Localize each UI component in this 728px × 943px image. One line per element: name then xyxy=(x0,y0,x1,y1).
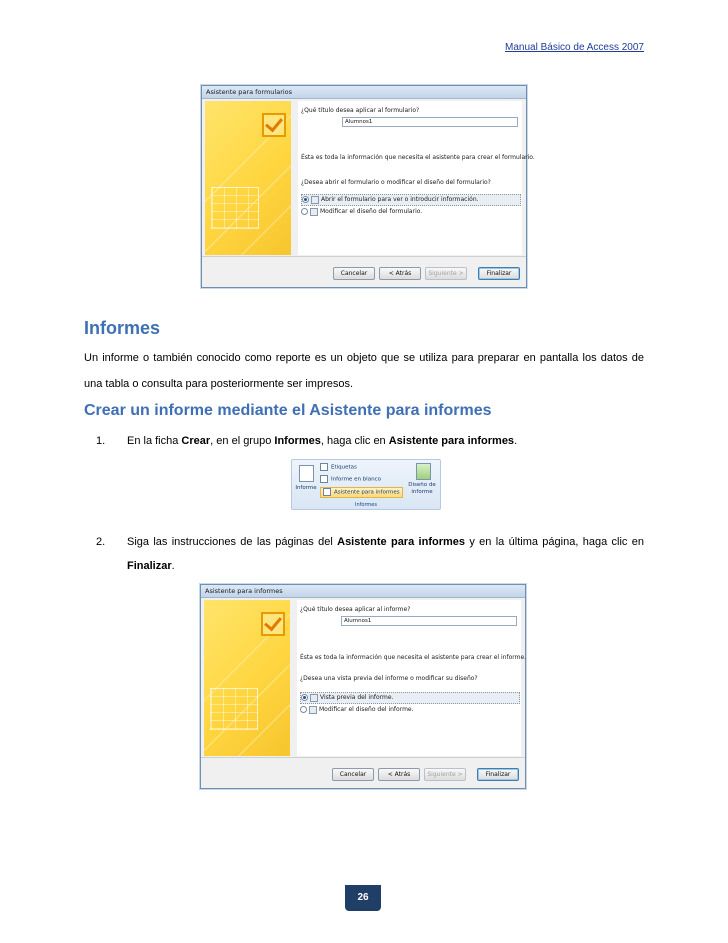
header-title: Manual Básico de Access 2007 xyxy=(505,42,644,53)
checkmark-icon xyxy=(261,612,285,636)
ribbon-informes-group xyxy=(291,459,441,510)
ribbon-label: Informe en blanco xyxy=(331,476,381,483)
back-button[interactable]: < Atrás xyxy=(379,267,421,280)
title-input[interactable]: Alumnos1 xyxy=(341,616,517,626)
info-text: Ésta es toda la información que necesita el asistente para crear el informe. xyxy=(300,654,527,661)
option-label: Modificar el diseño del formulario. xyxy=(320,208,423,215)
cancel-button[interactable]: Cancelar xyxy=(333,267,375,280)
form-wizard-dialog xyxy=(201,85,535,288)
labels-icon xyxy=(320,463,328,471)
ribbon-label: Asistente para informes xyxy=(334,489,400,496)
radio-selected-icon xyxy=(301,694,308,701)
radio-preview-report[interactable] xyxy=(300,692,520,704)
open-question: ¿Desea abrir el formulario o modificar el diseño del formulario? xyxy=(301,179,491,186)
step-number: 1. xyxy=(96,435,106,447)
step-text: En la ficha Crear, en el grupo Informes, haga clic en Asistente para informes. xyxy=(127,435,518,447)
ribbon-informe-button[interactable]: Informe xyxy=(295,485,317,491)
radio-selected-icon xyxy=(302,196,309,203)
section-paragraph: Un informe o también conocido como reporte es un objeto que se utiliza para preparar en pantalla los datos de una tabla o consulta para posteriormente ser impresos. xyxy=(84,352,644,390)
preview-question: ¿Desea una vista previa del informe o modificar su diseño? xyxy=(300,675,478,682)
ribbon-etiquetas-button[interactable] xyxy=(320,463,357,472)
ribbon-blank-report-button[interactable] xyxy=(320,475,381,484)
grid-icon xyxy=(210,688,258,730)
checkmark-icon xyxy=(262,113,286,137)
preview-icon xyxy=(310,694,318,702)
section-heading: Informes xyxy=(84,318,161,338)
finish-button[interactable]: Finalizar xyxy=(478,267,520,280)
info-text: Ésta es toda la información que necesita el asistente para crear el formulario. xyxy=(301,154,535,161)
option-label: Abrir el formulario para ver o introducir información. xyxy=(321,196,479,203)
design-icon xyxy=(309,706,317,714)
blank-report-icon xyxy=(320,475,328,483)
wizard-content xyxy=(298,101,535,255)
step-text: Siga las instrucciones de las páginas del Asistente para informes y en la última página, haga clic en Finalizar. xyxy=(127,536,644,572)
ribbon-report-wizard-button[interactable] xyxy=(320,487,403,498)
ribbon-label: Etiquetas xyxy=(331,464,357,471)
wizard-content xyxy=(297,600,527,756)
radio-open-form[interactable] xyxy=(301,194,521,206)
report-icon xyxy=(299,465,314,482)
ribbon-report-design-button[interactable]: Diseño de informe xyxy=(408,482,436,495)
radio-icon xyxy=(300,706,307,713)
option-label: Vista previa del informe. xyxy=(320,694,394,701)
next-button[interactable]: Siguiente > xyxy=(424,768,466,781)
ribbon-group-label: Informes xyxy=(355,502,377,508)
subsection-heading: Crear un informe mediante el Asistente para informes xyxy=(84,402,492,419)
design-icon xyxy=(310,208,318,216)
wizard-side-graphic xyxy=(205,101,291,255)
dialog-title: Asistente para informes xyxy=(201,585,525,598)
radio-icon xyxy=(301,208,308,215)
radio-modify-design[interactable] xyxy=(301,207,422,217)
grid-icon xyxy=(211,187,259,229)
title-question: ¿Qué título desea aplicar al informe? xyxy=(300,606,411,613)
button-bar xyxy=(201,757,525,788)
title-input[interactable]: Alumnos1 xyxy=(342,117,518,127)
wizard-side-graphic xyxy=(204,600,290,756)
form-icon xyxy=(311,196,319,204)
button-bar xyxy=(202,256,526,287)
option-label: Modificar el diseño del informe. xyxy=(319,706,414,713)
report-design-icon xyxy=(416,463,431,480)
title-question: ¿Qué título desea aplicar al formulario? xyxy=(301,107,420,114)
cancel-button[interactable]: Cancelar xyxy=(332,768,374,781)
radio-modify-design[interactable] xyxy=(300,705,414,715)
back-button[interactable]: < Atrás xyxy=(378,768,420,781)
finish-button[interactable]: Finalizar xyxy=(477,768,519,781)
page-number: 26 xyxy=(345,885,381,911)
next-button[interactable]: Siguiente > xyxy=(425,267,467,280)
report-wizard-dialog xyxy=(200,584,526,789)
step-number: 2. xyxy=(96,536,106,548)
wizard-icon xyxy=(323,488,331,496)
dialog-title: Asistente para formularios xyxy=(202,86,526,99)
